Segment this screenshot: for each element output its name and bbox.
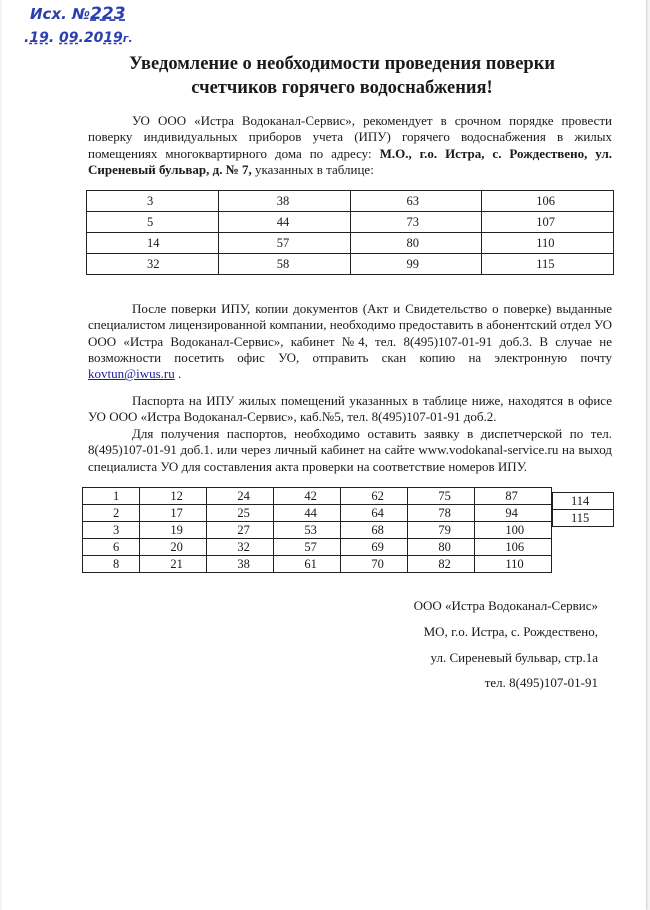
table-cell: 75 — [408, 488, 475, 505]
table-cell: 63 — [350, 191, 482, 212]
signature-address-1: МО, г.о. Истра, с. Рождествено, — [423, 624, 598, 639]
signature-org: ООО «Истра Водоканал-Сервис» — [413, 598, 598, 613]
table-cell: 3 — [83, 522, 140, 539]
table-row — [87, 212, 614, 233]
table-cell: 107 — [482, 212, 614, 233]
table-cell: 24 — [207, 488, 274, 505]
table-cell: 114 — [553, 493, 614, 510]
table-cell: 100 — [475, 522, 552, 539]
passports-table-extra — [552, 492, 614, 527]
passports-paragraph — [88, 393, 612, 426]
table-cell: 44 — [218, 212, 350, 233]
handwritten-date — [24, 30, 133, 46]
passports-table — [82, 487, 552, 573]
ref-blank — [126, 5, 157, 23]
table-cell: 61 — [274, 556, 341, 573]
table-cell: 1 — [83, 488, 140, 505]
signature-phone: тел. 8(495)107-01-91 — [484, 675, 598, 690]
passports-text: Паспорта на ИПУ жилых помещений указанных в таблице ниже, находятся в офисе УО ООО «Истра Водоканал-Сервис», каб.№5, тел. 8(495)107-01-91 доб.2. — [88, 393, 612, 425]
table-cell: 3 — [87, 191, 219, 212]
table-cell: 17 — [140, 505, 207, 522]
table-cell: 94 — [475, 505, 552, 522]
apartments-table — [86, 190, 614, 275]
date-suffix: г. — [122, 32, 133, 45]
ref-prefix: Исх. № — [30, 5, 91, 23]
intro-address: М.О., г.о. Истра, с. Рождествено, ул. Сиреневый бульвар, д. № 7, — [88, 145, 612, 177]
table-cell: 68 — [341, 522, 408, 539]
date-sep1: . — [48, 30, 60, 46]
table-row — [87, 254, 614, 275]
table-cell: 99 — [350, 254, 482, 275]
title-line-1: Уведомление о необходимости проведения поверки — [128, 54, 556, 74]
table-cell: 73 — [350, 212, 482, 233]
date-day: 19 — [29, 30, 49, 46]
document-title — [62, 52, 622, 100]
table-cell: 21 — [140, 556, 207, 573]
table-cell: 6 — [83, 539, 140, 556]
table-cell: 110 — [475, 556, 552, 573]
table-cell: 78 — [408, 505, 475, 522]
table-row — [83, 488, 552, 505]
table-cell: 20 — [140, 539, 207, 556]
table-cell: 82 — [408, 556, 475, 573]
table-cell: 115 — [482, 254, 614, 275]
table-cell: 44 — [274, 505, 341, 522]
signature-address-2: ул. Сиреневый бульвар, стр.1а — [430, 650, 598, 665]
table-cell: 19 — [140, 522, 207, 539]
table-cell: 14 — [87, 233, 219, 254]
table-row — [87, 191, 614, 212]
table-cell: 32 — [87, 254, 219, 275]
date-year: 19 — [103, 30, 123, 46]
table-cell: 42 — [274, 488, 341, 505]
documents-paragraph — [88, 301, 612, 382]
intro-text-end: указанных в таблице: — [251, 161, 374, 177]
table-cell: 115 — [553, 510, 614, 527]
table-cell: 87 — [475, 488, 552, 505]
table-cell: 64 — [341, 505, 408, 522]
apartments-table-body — [87, 191, 614, 275]
table-row — [83, 556, 552, 573]
table-cell: 2 — [83, 505, 140, 522]
table-cell: 80 — [350, 233, 482, 254]
date-sep2: . — [78, 30, 84, 46]
date-month: 09 — [59, 30, 79, 46]
table-cell: 57 — [274, 539, 341, 556]
table-row — [553, 493, 614, 510]
table-cell: 80 — [408, 539, 475, 556]
table-cell: 8 — [83, 556, 140, 573]
table-row — [83, 539, 552, 556]
intro-text: УО ООО «Истра Водоканал-Сервис», рекомендует в срочном порядке провести поверку индивидуальных приборов учета (ИПУ) горячего водоснабжения в жилых помещениях многоквартирного дома по адресу: — [88, 113, 612, 161]
table-cell: 69 — [341, 539, 408, 556]
ref-number: 223 — [90, 4, 126, 24]
table-cell: 57 — [218, 233, 350, 254]
intro-paragraph — [88, 113, 612, 178]
table-cell: 106 — [482, 191, 614, 212]
date-year-prefix: 20 — [83, 30, 104, 46]
email-link[interactable]: kovtun@iwus.ru — [88, 366, 175, 382]
table-cell: 62 — [341, 488, 408, 505]
table-cell: 25 — [207, 505, 274, 522]
table-cell: 38 — [218, 191, 350, 212]
table-cell: 58 — [218, 254, 350, 275]
table-cell: 70 — [341, 556, 408, 573]
title-line-2: счетчиков горячего водоснабжения! — [191, 78, 493, 98]
table-cell: 12 — [140, 488, 207, 505]
table-cell: 27 — [207, 522, 274, 539]
table-cell: 32 — [207, 539, 274, 556]
date-lead: . — [24, 30, 30, 46]
documents-text-end: . — [174, 366, 182, 382]
table-cell: 5 — [87, 212, 219, 233]
table-cell: 79 — [408, 522, 475, 539]
request-paragraph — [88, 426, 612, 475]
outgoing-number — [30, 4, 157, 24]
request-text: Для получения паспортов, необходимо оставить заявку в диспетчерской по тел. 8(495)107-01-91 доб.1. или через личный кабинет на сайте www.vodokanal-service.ru на выход специалиста УО для составления акта проверки на соответствие номеров ИПУ. — [88, 426, 612, 474]
table-cell: 53 — [274, 522, 341, 539]
table-cell: 106 — [475, 539, 552, 556]
table-cell: 110 — [482, 233, 614, 254]
passports-table-extra-body — [553, 493, 614, 527]
passports-table-body — [83, 488, 552, 573]
table-cell: 38 — [207, 556, 274, 573]
table-row — [83, 505, 552, 522]
table-row — [87, 233, 614, 254]
documents-text: После поверки ИПУ, копии документов (Акт и Свидетельство о поверке) выданные специалистом лицензированной компании, необходимо предоставить в абонентский отдел УО ООО «Истра Водоканал-Сервис», кабинет №4, тел. 8(495)107-01-91 доб.3. В случае не возможности посетить офис УО, отправить скан копию на электронную почту — [88, 301, 612, 365]
table-row — [83, 522, 552, 539]
document-page — [2, 0, 646, 910]
table-row — [553, 510, 614, 527]
